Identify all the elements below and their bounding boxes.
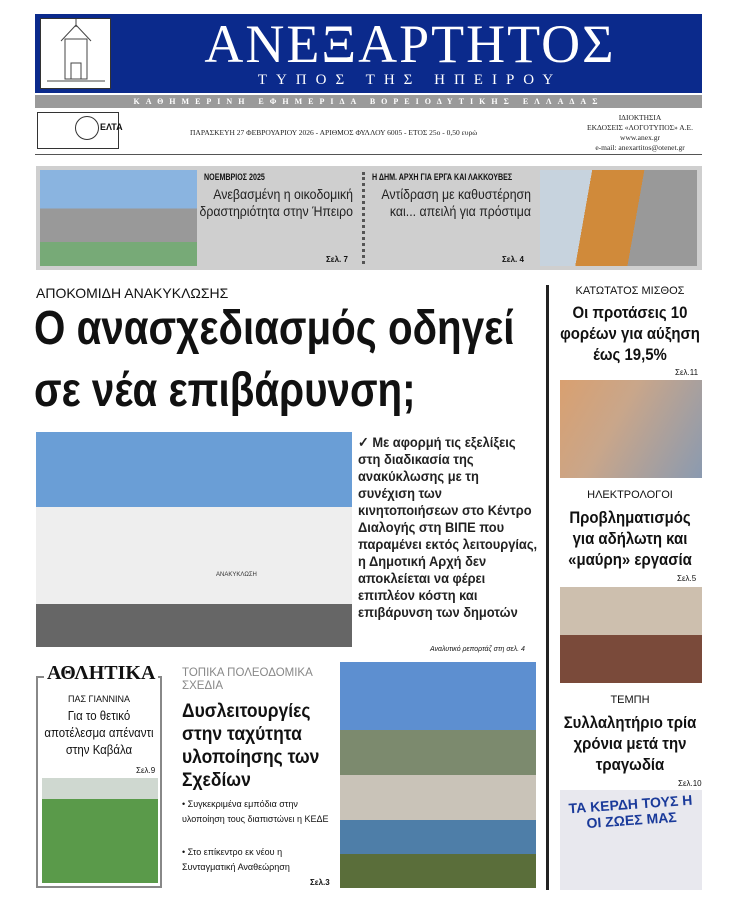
teaser-headline[interactable]: Αντίδραση με καθυστέρηση και... απειλή για πρόστιμα [381,186,531,219]
landscape-photo [340,662,536,888]
urban-bullet: • Συγκεκριμένα εμπόδια στην υλοποίηση τους διαπιστώνει η ΚΕΔΕ [182,799,329,824]
protest-banner-text: ΤΑ ΚΕΡΔΗ ΤΟΥΣ Η ΟΙ ΖΩΕΣ ΜΑΣ [568,791,693,832]
money-photo [560,380,702,478]
protest-photo [560,790,702,890]
garbage-truck-photo [36,432,352,647]
page-ref: Σελ. 7 [326,255,348,264]
page-ref: Σελ.11 [675,368,699,377]
seal-icon [75,116,99,140]
side-category: ΤΕΜΠΗ [610,694,650,706]
newspaper-title: ΑΝΕΞΑΡΤΗΤΟΣ [204,14,616,74]
side-headline[interactable]: Οι προτάσεις 10 φορέων για αύξηση έως 19,5% [560,303,700,364]
main-headline-line2[interactable]: σε νέα επιβάρυνση; [34,364,416,417]
football-photo [42,778,158,883]
sports-category: ΠΑΣ ΓΙΑΝΝΙΝΑ [67,694,131,704]
sports-headline[interactable]: Για το θετικό αποτέλεσμα απέναντι στην Καβάλα [44,708,154,757]
publisher: ΕΚΔΟΣΕΙΣ «ΛΟΓΟΤΥΠΟΣ» Α.Ε. [587,123,693,132]
publisher-info [570,113,710,153]
owner-label: ΙΔΙΟΚΤΗΣΙΑ [618,113,662,122]
masthead [35,14,702,93]
side-headline[interactable]: Συλλαλητήριο τρία χρόνια μετά την τραγωδία [563,713,697,774]
page-ref: Σελ.10 [678,779,702,788]
main-lead: ✓ Με αφορμή τις εξελίξεις στη διαδικασία της ανακύκλωσης με τη συνέχιση των κινητοποιήσεων στο Κέντρο Διαλογής στη ΒΙΠΕ που παραμένει εκτός λειτουργίας, η Δημοτική Αρχή δεν αποκλείεται να φέρει επιπλέον κόστη και επιβάρυνση των δημοτών [358,434,538,620]
tagline-bar: ΚΑΘΗΜΕΡΙΝΗ ΕΦΗΜΕΡΙΔΑ ΒΟΡΕΙΟΔΥΤΙΚΗΣ ΕΛΛΑΔΑΣ [35,95,702,108]
report-ref: Αναλυτικό ρεπορτάζ στη σελ. 4 [430,646,525,653]
page-ref: Σελ.9 [136,766,156,775]
website-link[interactable]: www.anex.gr [620,133,660,142]
urban-headline[interactable]: Δυσλειτουργίες στην ταχύτητα υλοποίησης των Σχεδίων [182,701,320,791]
sports-section-title: ΑΘΛΗΤΙΚΑ [44,662,158,685]
page-ref: Σελ.5 [677,574,697,583]
issue-line: ΠΑΡΑΣΚΕΥΗ 27 ΦΕΒΡΟΥΑΡΙΟΥ 2026 - ΑΡΙΘΜΟΣ ΦΥΛΛΟΥ 6005 - ΕΤΟΣ 25ο - 0,50 ευρώ [190,128,478,137]
church-logo [40,18,111,89]
side-headline[interactable]: Προβληματισμός για αδήλωτη και «μαύρη» εργασία [568,508,692,569]
truck-label: ΑΝΑΚΥΚΛΩΣΗ [216,572,257,578]
roadworks-photo [540,170,697,266]
urban-category: ΤΟΠΙΚΑ ΠΟΛΕΟΔΟΜΙΚΑ ΣΧΕΔΙΑ [182,667,313,692]
meeting-photo [560,587,702,683]
column-rule [546,285,549,890]
teaser-band [36,166,702,270]
divider [35,154,702,155]
main-category: ΑΠΟΚΟΜΙΔΗ ΑΝΑΚΥΚΛΩΣΗΣ [36,285,229,301]
main-headline-line1[interactable]: Ο ανασχεδιασμός οδηγεί [34,302,515,355]
dotted-divider [362,172,365,264]
newspaper-subtitle: ΤΥΠΟΣ ΤΗΣ ΗΠΕΙΡΟΥ [257,72,563,88]
urban-bullet: • Στο επίκεντρο εκ νέου η Συνταγματική Αναθεώρηση [182,847,290,872]
teaser-category: Η ΔΗΜ. ΑΡΧΗ ΓΙΑ ΕΡΓΑ ΚΑΙ ΛΑΚΚΟΥΒΕΣ [372,172,513,183]
side-category: ΚΑΤΩΤΑΤΟΣ ΜΙΣΘΟΣ [575,285,685,297]
construction-photo [40,170,197,266]
teaser-headline[interactable]: Ανεβασμένη η οικοδομική δραστηριότητα στην Ήπειρο [199,186,353,219]
elta-logo: ΕΛΤΑ [100,122,123,132]
page-ref: Σελ.3 [310,878,330,887]
email-link[interactable]: e-mail: anexartitos@otenet.gr [595,143,685,152]
teaser-category: ΝΟΕΜΒΡΙΟΣ 2025 [204,172,265,183]
side-category: ΗΛΕΚΤΡΟΛΟΓΟΙ [587,489,673,501]
page-ref: Σελ. 4 [502,255,524,264]
